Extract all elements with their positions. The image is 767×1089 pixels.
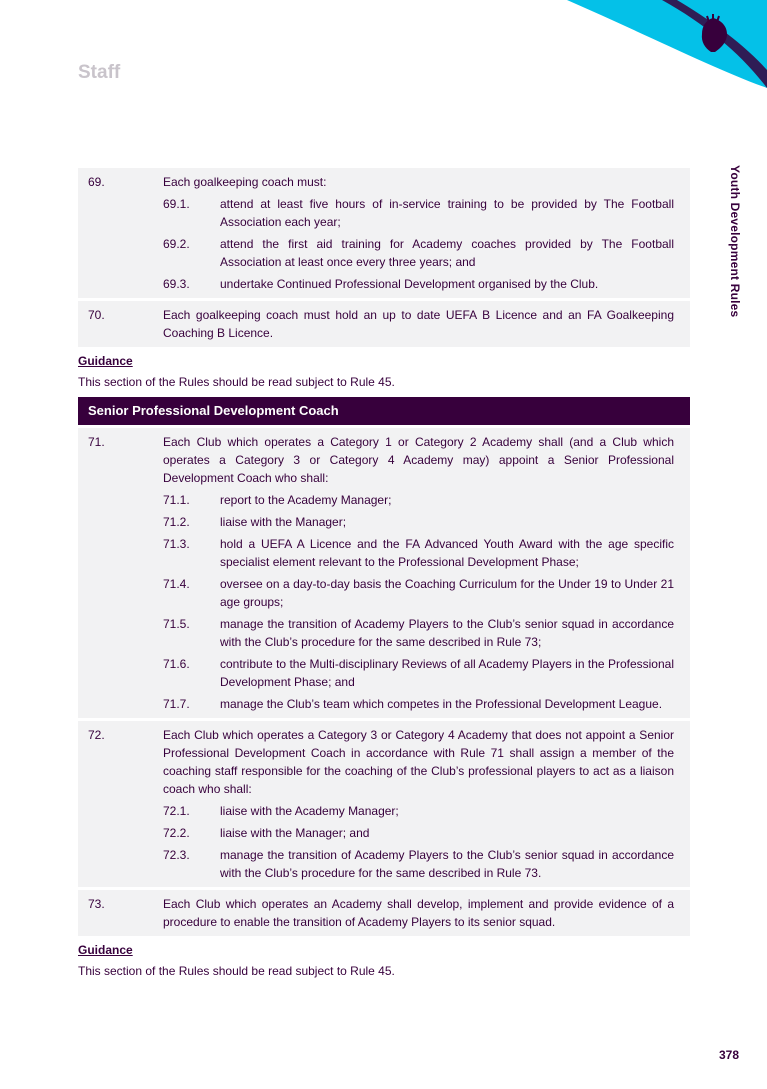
rule-row xyxy=(88,433,674,487)
sub-rule-number: 72.1. xyxy=(163,804,190,818)
sub-rule-text: liaise with the Manager; and xyxy=(220,826,370,840)
rule-text: Each Club which operates a Category 3 or Category 4 Academy that does not appoint a Senior Professional Development Coach in accordance with Rule 71 shall assign a member of the coaching staff responsible for the coaching of the Club’s professional players to act as a liaison coach who shall: xyxy=(163,728,674,796)
sub-rule-text: manage the transition of Academy Players to the Club’s senior squad in accordance with the Club’s procedure for the same described in Rule 73. xyxy=(220,848,674,880)
sub-rule-number: 71.6. xyxy=(163,657,190,671)
guidance-heading: Guidance xyxy=(78,943,133,957)
sub-rule-number: 71.1. xyxy=(163,493,190,507)
rule-block xyxy=(78,890,690,936)
sub-rule-row xyxy=(88,695,674,713)
sub-rule-text: attend at least five hours of in-service training to be provided by The Football Association each year; xyxy=(220,197,674,229)
rule-row xyxy=(88,726,674,798)
sub-rule-row xyxy=(88,275,674,293)
rule-block xyxy=(78,301,690,347)
sub-rule-number: 71.2. xyxy=(163,515,190,529)
rules-list-top xyxy=(78,168,690,347)
sub-rule-text: contribute to the Multi-disciplinary Reviews of all Academy Players in the Professional Development Phase; and xyxy=(220,657,674,689)
sub-rule-text: attend the first aid training for Academy coaches provided by The Football Association at least once every three years; and xyxy=(220,237,674,269)
rule-text: Each goalkeeping coach must: xyxy=(163,175,327,189)
rule-text: Each Club which operates an Academy shall develop, implement and provide evidence of a procedure to enable the transition of Academy Players to its senior squad. xyxy=(163,897,674,929)
rules-list-bottom xyxy=(78,428,690,936)
sub-rule-text: oversee on a day-to-day basis the Coaching Curriculum for the Under 19 to Under 21 age groups; xyxy=(220,577,674,609)
rule-number: 72. xyxy=(88,728,105,742)
rules-content xyxy=(78,168,690,980)
rule-row xyxy=(88,306,674,342)
sub-rule-number: 69.2. xyxy=(163,237,190,251)
guidance-heading: Guidance xyxy=(78,354,133,368)
sub-rule-row xyxy=(88,846,674,882)
sub-rule-row xyxy=(88,655,674,691)
sub-rule-number: 71.3. xyxy=(163,537,190,551)
sub-rule-number: 69.3. xyxy=(163,277,190,291)
rule-block xyxy=(78,721,690,887)
sub-rule-text: hold a UEFA A Licence and the FA Advanced Youth Award with the age specific specialist element relevant to the Professional Development Phase; xyxy=(220,537,674,569)
sub-rule-text: manage the Club’s team which competes in the Professional Development League. xyxy=(220,697,663,711)
page-number: 378 xyxy=(718,1048,739,1062)
sub-rule-number: 71.7. xyxy=(163,697,190,711)
rule-text: Each Club which operates a Category 1 or Category 2 Academy shall (and a Club which operates a Category 3 or Category 4 Academy may) appoint a Senior Professional Development Coach who shall: xyxy=(163,435,674,485)
section-header: Senior Professional Development Coach xyxy=(78,397,690,425)
rule-number: 71. xyxy=(88,435,105,449)
sub-rule-text: undertake Continued Professional Development organised by the Club. xyxy=(220,277,599,291)
sub-rule-number: 69.1. xyxy=(163,197,190,211)
sub-rule-row xyxy=(88,513,674,531)
rule-number: 73. xyxy=(88,897,105,911)
rule-block xyxy=(78,168,690,298)
sub-rule-number: 72.3. xyxy=(163,848,190,862)
sub-rule-number: 71.4. xyxy=(163,577,190,591)
rule-row xyxy=(88,895,674,931)
sub-rule-row xyxy=(88,535,674,571)
sub-rule-text: liaise with the Academy Manager; xyxy=(220,804,399,818)
rule-number: 69. xyxy=(88,175,105,189)
sub-rule-row xyxy=(88,824,674,842)
sub-rule-row xyxy=(88,575,674,611)
sub-rule-row xyxy=(88,802,674,820)
side-label: Youth Development Rules xyxy=(728,165,742,318)
sub-rule-row xyxy=(88,615,674,651)
sub-rule-number: 71.5. xyxy=(163,617,190,631)
rule-text: Each goalkeeping coach must hold an up to date UEFA B Licence and an FA Goalkeeping Coaching B Licence. xyxy=(163,308,674,340)
sub-rule-row xyxy=(88,491,674,509)
sub-rule-text: manage the transition of Academy Players to the Club’s senior squad in accordance with the Club’s procedure for the same described in Rule 73; xyxy=(220,617,674,649)
sub-rule-text: liaise with the Manager; xyxy=(220,515,347,529)
guidance-text: This section of the Rules should be read subject to Rule 45. xyxy=(78,375,395,389)
sub-rule-number: 72.2. xyxy=(163,826,190,840)
rule-block xyxy=(78,428,690,718)
sub-rule-row xyxy=(88,235,674,271)
corner-swoosh-graphic xyxy=(567,0,767,90)
guidance-text: This section of the Rules should be read subject to Rule 45. xyxy=(78,964,395,978)
sub-rule-text: report to the Academy Manager; xyxy=(220,493,392,507)
rule-row xyxy=(88,173,674,191)
sub-rule-row xyxy=(88,195,674,231)
rule-number: 70. xyxy=(88,308,105,322)
section-title: Staff xyxy=(78,62,121,83)
